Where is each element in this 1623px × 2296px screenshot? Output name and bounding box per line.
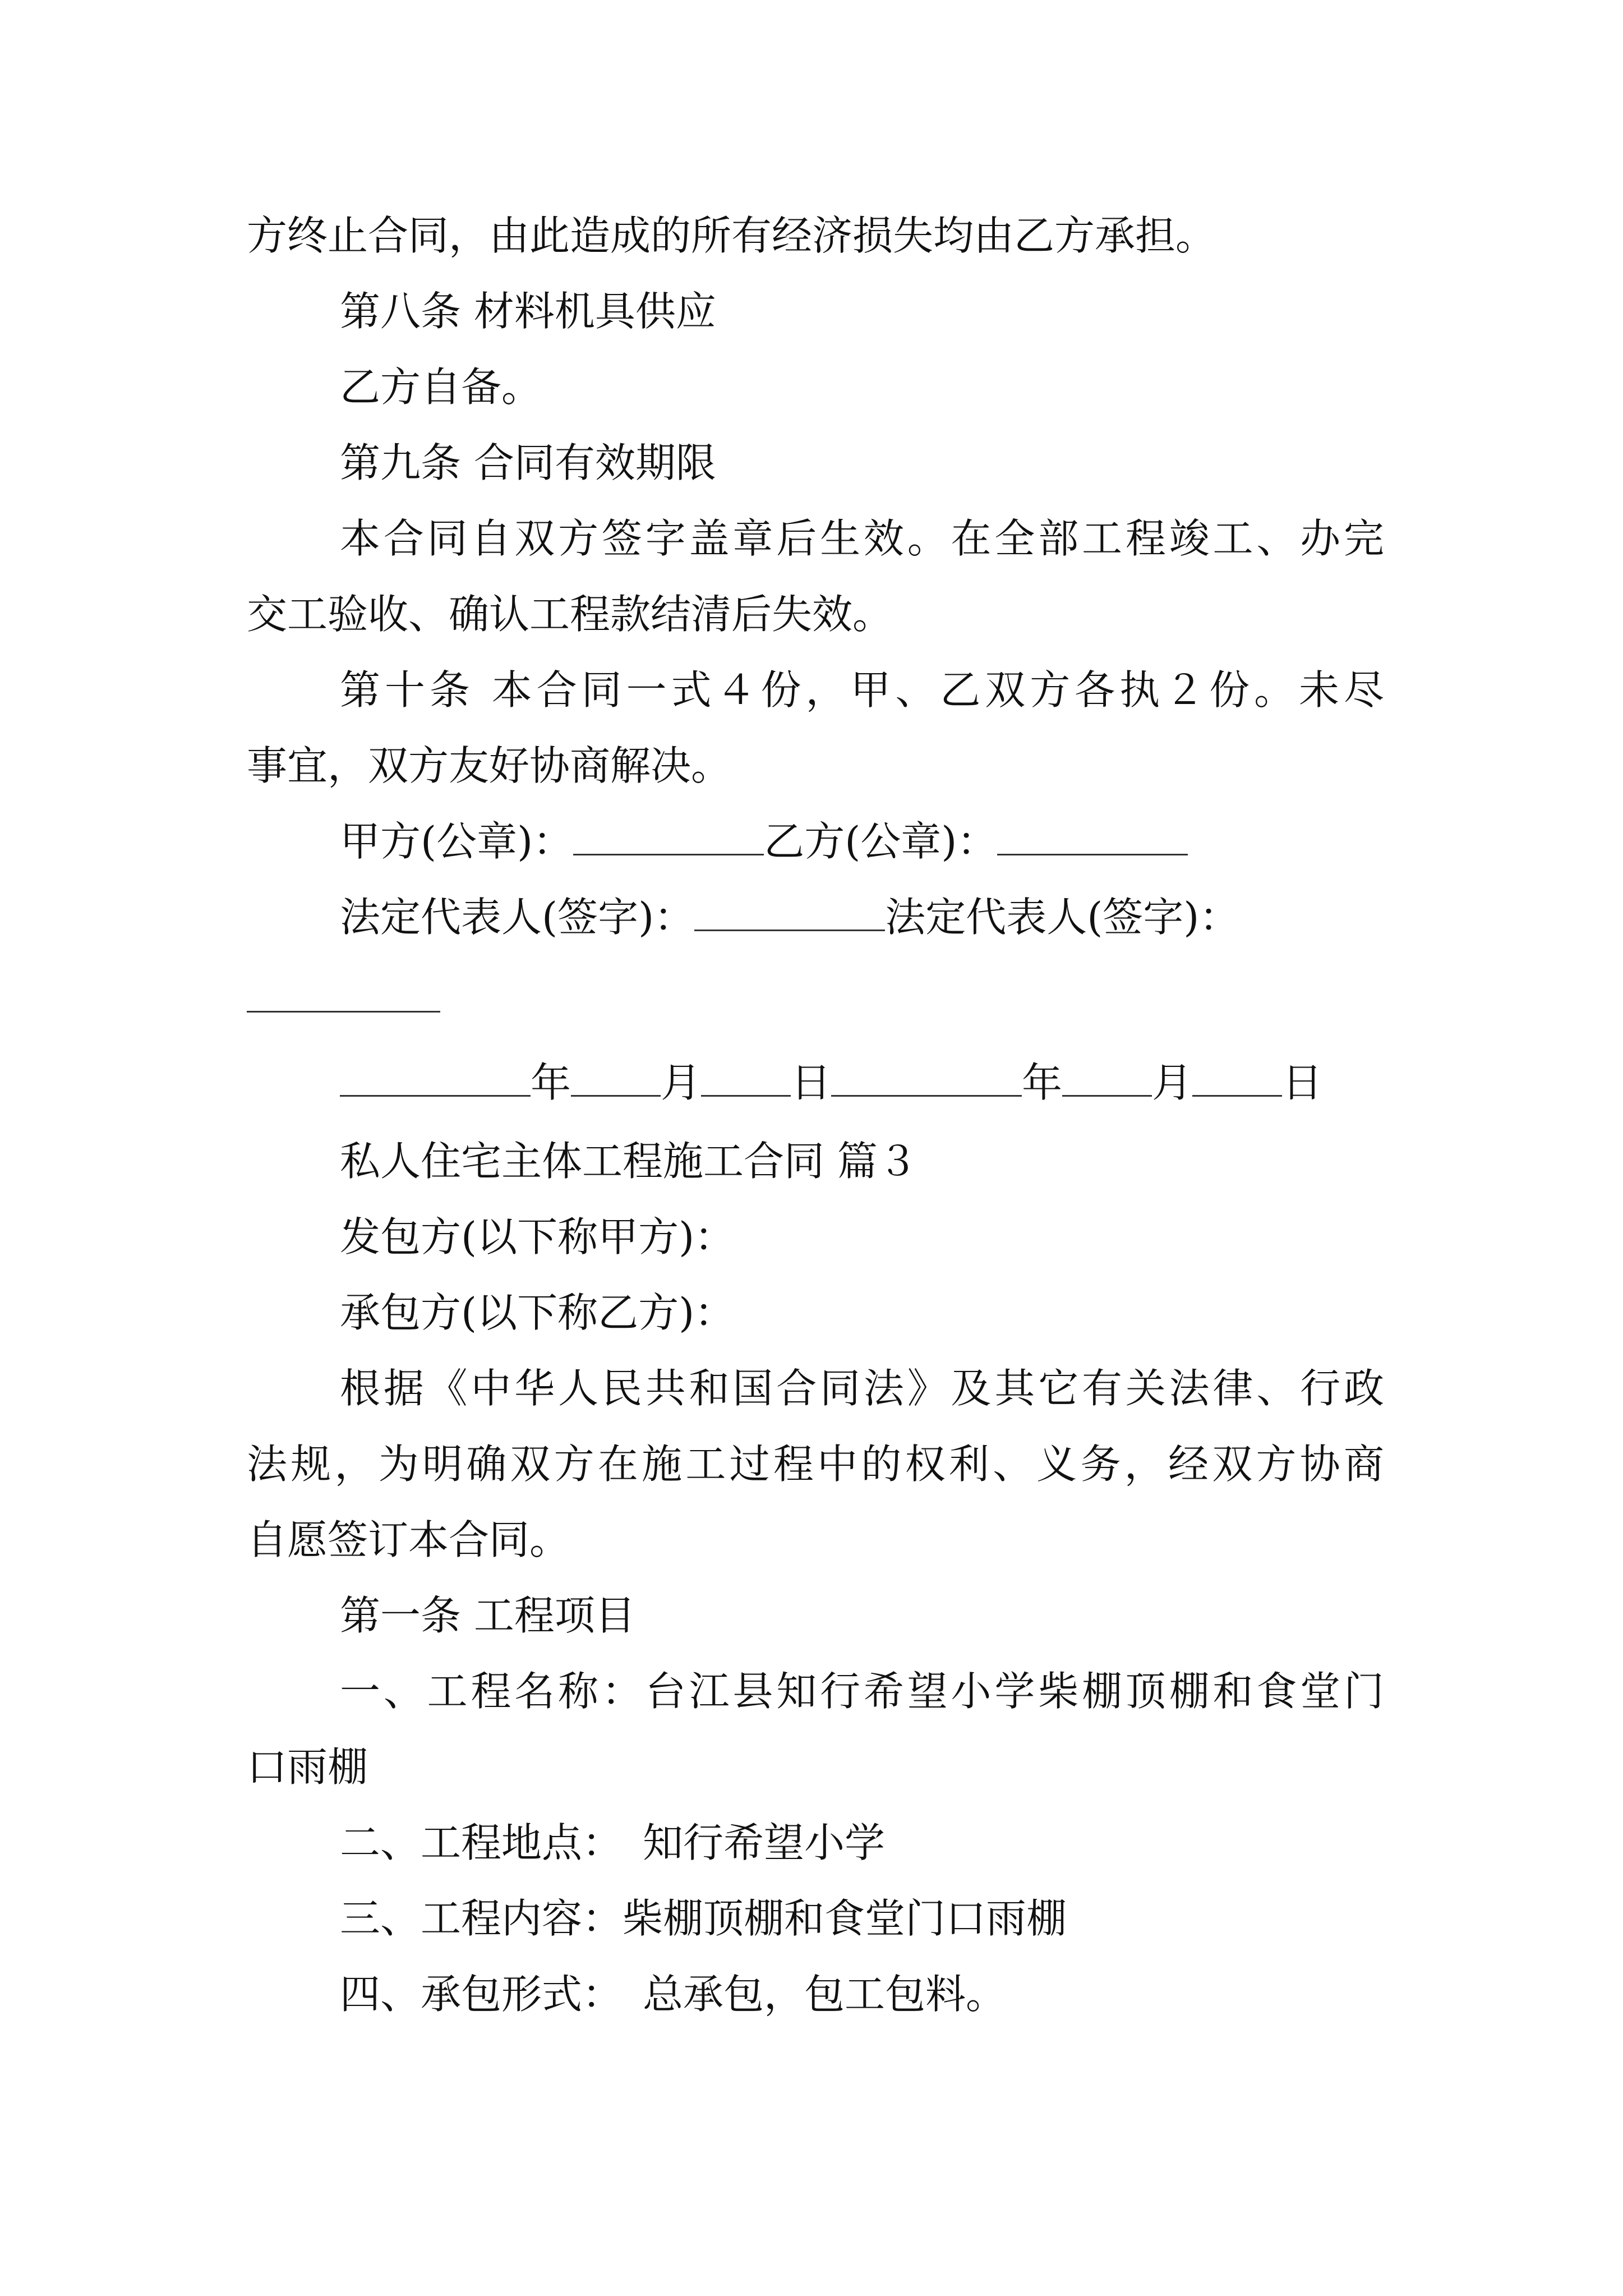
legal-rep-b-blank xyxy=(247,974,440,1013)
article-heading: 第八条 材料机具供应 xyxy=(340,288,716,335)
seal-line xyxy=(340,813,1188,869)
paragraph-line: 承包方(以下称乙方)： xyxy=(340,1289,735,1336)
paragraph-line: 法规，为明确双方在施工过程中的权利、义务，经双方协商 xyxy=(247,1441,1384,1488)
paragraph-line: 二、工程地点： 知行希望小学 xyxy=(340,1819,886,1866)
paragraph-line: 四、承包形式： 总承包，包工包料。 xyxy=(340,1971,1007,2018)
article-heading: 第九条 合同有效期限 xyxy=(340,439,716,486)
legal-rep-a-blank xyxy=(694,892,885,931)
party-b-seal-blank xyxy=(997,817,1188,855)
month-blank-b xyxy=(1062,1058,1152,1097)
day-blank-a xyxy=(701,1058,791,1097)
section-title: 私人住宅主体工程施工合同 篇３ xyxy=(340,1138,918,1185)
year-blank-a xyxy=(340,1058,531,1097)
day-blank-b xyxy=(1192,1058,1282,1097)
legal-rep-b-label: 法定代表人(签字)： xyxy=(885,894,1240,941)
year-label-b: 年 xyxy=(1022,1059,1063,1106)
year-blank-b xyxy=(831,1058,1022,1097)
paragraph-line: 根据《中华人民共和国合同法》及其它有关法律、行政 xyxy=(340,1365,1384,1412)
paragraph-line: 交工验收、确认工程款结清后失效。 xyxy=(247,591,893,638)
paragraph-line: 事宜，双方友好协商解决。 xyxy=(247,742,732,789)
paragraph-line: 三、工程内容：柴棚顶棚和食堂门口雨棚 xyxy=(340,1895,1067,1942)
party-a-seal-label: 甲方(公章)： xyxy=(340,818,574,865)
paragraph-line: 乙方自备。 xyxy=(340,364,542,411)
article-heading: 第一条 工程项目 xyxy=(340,1592,635,1639)
legal-rep-line xyxy=(340,889,1239,945)
date-line xyxy=(340,1055,1322,1111)
month-label-b: 月 xyxy=(1152,1059,1193,1106)
paragraph-line: 方终止合同，由此造成的所有经济损失均由乙方承担。 xyxy=(247,212,1216,259)
month-blank-a xyxy=(571,1058,661,1097)
day-label-b: 日 xyxy=(1282,1059,1323,1106)
paragraph-line: 第十条 本合同一式４份，甲、乙双方各执２份。未尽 xyxy=(340,666,1384,714)
party-a-seal-blank xyxy=(573,817,764,855)
paragraph-line: 一、工程名称：台江县知行希望小学柴棚顶棚和食堂门 xyxy=(340,1668,1384,1715)
month-label-a: 月 xyxy=(661,1059,702,1106)
legal-rep-b-blank-line xyxy=(247,970,440,1027)
legal-rep-a-label: 法定代表人(签字)： xyxy=(340,894,695,941)
year-label-a: 年 xyxy=(531,1059,571,1106)
paragraph-line: 自愿签订本合同。 xyxy=(247,1516,570,1563)
paragraph-line: 本合同自双方签字盖章后生效。在全部工程竣工、办完 xyxy=(340,515,1384,562)
paragraph-line: 发包方(以下称甲方)： xyxy=(340,1213,735,1260)
day-label-a: 日 xyxy=(791,1059,832,1106)
paragraph-line: 口雨棚 xyxy=(247,1743,368,1791)
party-b-seal-label: 乙方(公章)： xyxy=(764,818,998,865)
